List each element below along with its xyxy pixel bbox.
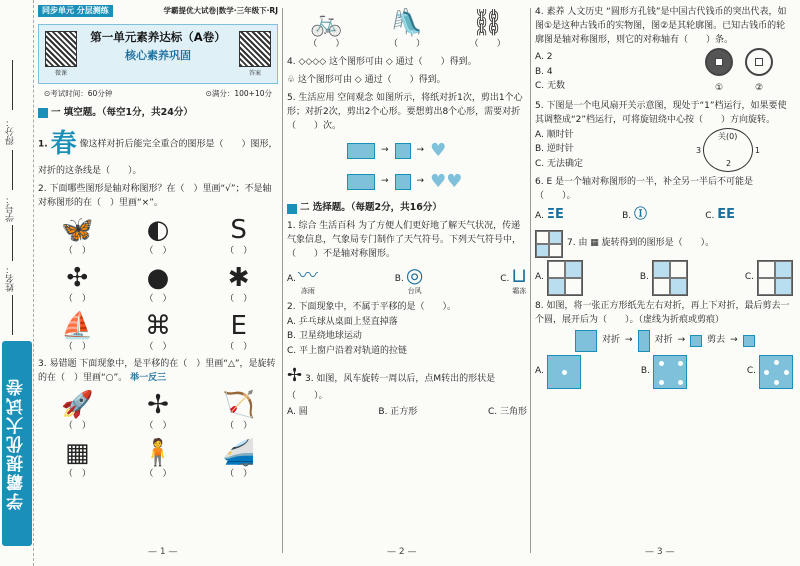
hole-icon [784,370,789,375]
option[interactable]: A. 圆 [287,406,308,417]
question-text: 3. 如图，风车旋转一周以后，点M转出的形状是（ ）。 [287,373,496,401]
paper-cut-icon [743,335,755,347]
paper-icon [347,174,375,190]
option-label: A. [287,274,296,285]
option[interactable] [535,355,581,389]
option-label: B. [622,211,634,222]
butterfly-icon: 🦋 [61,214,94,245]
image-item [199,260,278,306]
option[interactable]: C. 三角形 [487,406,527,417]
choice-question-5: 5. 下图是一个电风扇开关示意图，现处于“1”档运行，如果要使其调整成“2”档运行，可将旋钮绕中心按（ ）方向旋转。 [535,100,787,125]
name-label: 姓名： [6,265,16,292]
coin-photo [705,48,733,96]
id-line [12,150,13,190]
choice-5-options [535,128,583,171]
qr-code-icon[interactable] [45,31,77,67]
option[interactable] [287,264,318,297]
choice-2-options [287,315,527,358]
unfolded-paper-icon [759,355,793,389]
section-title: 一 填空题。（每空1分，共24分） [51,106,193,118]
paper-folded-icon [395,174,411,190]
qr2-caption: 答案 [248,70,261,77]
option-label: C. [746,366,756,377]
rotation-source-icon [535,230,563,258]
choice-7-options [535,260,793,296]
half-circle-icon: ◐ [146,214,170,245]
choice-question-1: 1. 综合 生活百科 为了方便人们更好地了解天气状况，传递气象信息，气象局专门制作了天气符号。下列天气符号中，（ ）不是轴对称图形。 [287,221,522,260]
option-label: C. [500,274,510,285]
paper-icon [575,330,597,352]
hole-icon [774,380,779,385]
heart-icon: ♥ [430,139,447,161]
option[interactable]: C. 无数 [535,80,566,91]
swing-icon: ⛓ [471,8,505,39]
choice-6-options [535,205,735,225]
image-item [38,212,117,258]
robot-icon: ⌘ [144,310,171,341]
fold-twice-diagram: → → ♥♥ [347,168,527,196]
page-header [38,4,278,18]
boat-icon: ⛵ [61,310,94,341]
weather-caption: 霜冻 [512,287,527,295]
hole-icon [764,370,769,375]
image-item [119,212,198,258]
option[interactable]: A. 顺时针 [535,129,574,140]
image-item [287,6,366,52]
letter-shape: Ⓘ [633,207,647,223]
question-text: 7. 由 ▦ 旋转得到的图形是（ ）。 [567,237,715,248]
related-link[interactable]: 举一反三 [130,373,167,384]
fan-switch-dial-icon [696,128,760,172]
child-icon: 🧍 [141,438,175,469]
column-page-2 [287,0,527,566]
section-title: 二 选择题。（每题2分，共16分） [300,202,442,214]
exam-title: 第一单元素养达标（A卷） [90,30,226,44]
score-label: 得分： [6,118,16,145]
windmill-icon: ✢ [147,390,169,421]
question-number: 1. [38,140,48,150]
question-text: 3. 易错题 下面现象中，是平移的在（ ）里画“△”，是旋转的在（ ）里画“○”。 [38,359,276,384]
answer-blank[interactable]: （ ） [225,293,253,304]
answer-blank[interactable]: （ ） [144,293,172,304]
choice-8-options [535,355,793,389]
dial-3-label: 3 [696,145,702,155]
dial-off-label: 关(0) [718,131,738,141]
column-divider [282,8,283,553]
pinwheel-icon: ✣ [66,262,89,293]
answer-blank[interactable]: （ ） [63,469,91,480]
section-fill-blank [38,106,278,121]
image-item [119,260,198,306]
step-label: 对折 [602,335,621,346]
letter-shape: EE [717,207,735,223]
grid-figure-icon [652,260,688,296]
option-label: A. [535,271,544,282]
section-marker-icon [287,204,297,214]
section-marker-icon [38,108,48,118]
image-item [199,308,278,354]
question-4a: 4. ◇◇◇◇ 这个图形可由 ◇ 通过（ ）得到。 [287,57,477,67]
image-item [38,308,117,354]
spring-char-icon: 春 [50,129,77,160]
answer-blank[interactable]: （ ） [144,421,172,432]
answer-blank[interactable]: （ ） [63,341,91,352]
page-number: — 2 — [387,547,417,558]
weather-caption: 台风 [407,287,422,295]
answer-blank[interactable]: （ ） [63,421,91,432]
paper-folded-icon [395,143,411,159]
question-2 [38,183,278,355]
option[interactable]: B. 4 [535,66,553,77]
fold-cut-diagram: 对折 → 对折 → 剪去 → [575,330,793,352]
answer-blank[interactable]: （ ） [308,39,345,50]
series-name: 学霸提优大试卷|数学·三年级下·RJ [163,6,278,16]
weather-icon: ◎ [405,263,424,287]
dial-1-label: 1 [754,145,760,155]
image-item [119,436,198,482]
image-item [199,388,278,434]
coin-images [705,48,773,96]
title-banner [38,24,278,84]
option[interactable] [747,355,793,389]
ball-icon: ● [146,262,170,293]
weather-symbol [298,264,318,297]
question-1 [38,124,278,178]
weather-caption: 冻雨 [300,287,315,295]
image-item [119,308,198,354]
answer-blank[interactable]: （ ） [225,245,253,256]
option[interactable]: B. 逆时针 [535,144,574,155]
fold-once-diagram: → → ♥ [347,137,527,165]
image-item [38,260,117,306]
grid-figure-icon [757,260,793,296]
option-label: B. [639,271,649,282]
option-label: B. [640,366,650,377]
option[interactable] [705,205,735,225]
dial-2-label: 2 [726,159,732,169]
qr-code-icon[interactable] [239,31,271,67]
paper-quarter-icon [690,335,702,347]
letter-e-icon: E [230,310,247,341]
unicycle-icon: 🚲 [310,8,343,39]
question-4b: ♧ 这个图形可由 ◇ 通过（ ）得到。 [287,74,446,85]
question-text: 2. 下面哪些图形是轴对称图形？在（ ）里画“√”；不是轴对称图形的在（ ）里画“×”。 [38,183,272,208]
score-line [12,60,13,110]
image-item [38,436,117,482]
exam-meta [38,88,278,100]
image-item [368,6,447,52]
option[interactable] [622,205,647,225]
coin-icon [705,48,733,76]
option-label: B. [394,274,404,285]
answer-blank[interactable]: （ ） [225,341,253,352]
answer-blank[interactable]: （ ） [144,341,172,352]
option[interactable]: A. 2 [535,52,553,63]
weather-symbol [406,264,423,297]
heart-icon: ♥♥ [430,170,463,192]
column-page-3 [535,0,793,566]
option[interactable] [641,355,687,389]
column-divider [530,8,531,553]
train-icon: ▦ [65,438,90,469]
option[interactable] [640,260,688,296]
image-item [119,388,198,434]
paper-half-icon [638,330,650,352]
coin-label: ② [754,82,764,93]
coin-outline [745,48,773,96]
image-item [448,6,527,52]
unfolded-paper-icon [547,355,581,389]
archer-icon: 🏹 [222,390,255,421]
answer-blank[interactable]: （ ） [63,293,91,304]
choice-3-options [287,406,527,420]
option[interactable]: B. 正方形 [378,406,418,417]
q2-image-grid [38,212,278,354]
left-margin [0,0,36,566]
class-line [12,295,13,335]
choice-question-6: 6. E 是一个轴对称图形的一半，补全另一半后不可能是（ ）。 [535,176,753,201]
step-label: 对折 [654,335,673,346]
column-page-1 [38,0,278,566]
qr1-caption: 微课 [54,70,67,77]
hole-icon [659,361,664,366]
q3-image-grid [38,388,278,482]
option[interactable]: C. 平上窗户沿着对轨道的拉链 [287,345,408,356]
spider-icon: ✱ [227,262,250,293]
windmill-icon: ✢ [287,364,303,386]
image-item [199,436,278,482]
option[interactable] [745,260,793,296]
answer-blank[interactable]: （ ） [225,469,253,480]
option-label: A. [535,211,547,222]
choice-question-7 [535,230,793,258]
choice-4-options [535,50,565,93]
option-label: C. [705,211,718,222]
answer-blank[interactable]: （ ） [388,39,425,50]
option[interactable] [500,264,527,297]
option[interactable]: C. 无法确定 [535,158,584,169]
answer-blank[interactable]: （ ） [63,245,91,256]
section-choice [287,201,527,216]
page-number: — 3 — [645,547,675,558]
choice-1-options [287,264,527,297]
exam-subtitle: 核心素养巩固 [125,49,191,62]
page-number: — 1 — [148,547,178,558]
question-text: 像这样对折后能完全重合的图形是（ ）图形，对折的这条线是（ ）。 [38,140,278,176]
hole-icon [659,380,664,385]
weather-icon: ⊔ [511,263,527,287]
q5-row [535,128,793,172]
series-vertical-title: 学霸提优大试卷 [2,341,32,546]
weather-symbol [511,264,527,297]
image-item [38,388,117,434]
exam-time: ⊙考试时间：60分钟 [44,89,113,98]
answer-blank[interactable]: （ ） [144,469,172,480]
step-label: 剪去 [707,335,726,346]
choice-question-4: 4. 素养 人文历史 “圆形方孔钱”是中国古代钱币的突出代表，如图①是这种古钱币的实物图，图②是其轮廓图。已知古钱币的轮廓图是轴对称图形，则它的对称轴有（ ）条。 [535,7,787,45]
rocket-icon: 🚀 [61,390,94,421]
hole-icon [678,361,683,366]
image-item [199,212,278,258]
option[interactable]: A. 乒乓球从桌面上竖直掉落 [287,316,398,327]
choice-question-8: 8. 如图，将一张正方形纸先左右对折，再上下对折，最后剪去一个圆，展开后为（ ）。（虚线为折痕或剪痕） [535,300,790,325]
question-5: 5. 生活应用 空间观念 如图所示，将纸对折1次，剪出1个心形；对折2次，剪出2个心形。要想剪出8个心形，需要对折（ ）次。 [287,92,523,131]
answer-blank[interactable]: （ ） [225,421,253,432]
hole-icon [678,380,683,385]
high-speed-train-icon: 🚄 [222,438,255,469]
cut-line [33,0,34,566]
option[interactable]: B. 卫星绕地球运动 [287,331,362,342]
hole-icon [774,360,779,365]
choice-question-2: 2. 下面现象中，不属于平移的是（ ）。 [287,301,456,312]
option[interactable] [535,260,583,296]
letter-shape: ΞE [546,207,564,223]
paper-icon [347,143,375,159]
option[interactable] [535,205,564,225]
motion-image-row [287,6,527,52]
coin-label: ① [714,82,724,93]
coin-outline-icon [745,48,773,76]
name-line [12,225,13,261]
letter-s-icon: S [230,214,247,245]
answer-blank[interactable]: （ ） [144,245,172,256]
hole-icon [562,370,567,375]
question-3 [38,358,278,482]
exam-score: ⊙满分：100+10分 [205,89,272,98]
q4-row [535,48,793,96]
choice-question-3 [287,362,527,404]
slide-icon: 🛝 [390,8,424,39]
option[interactable] [395,264,424,297]
option-label: C. [744,271,754,282]
id-label: 学号： [6,195,16,222]
unfolded-paper-icon [653,355,687,389]
answer-blank[interactable]: （ ） [469,39,506,50]
weather-icon: 〰 [297,263,318,287]
unit-tag: 同步单元 分层测练 [38,5,113,17]
grid-figure-icon [547,260,583,296]
option-label: A. [535,366,544,377]
